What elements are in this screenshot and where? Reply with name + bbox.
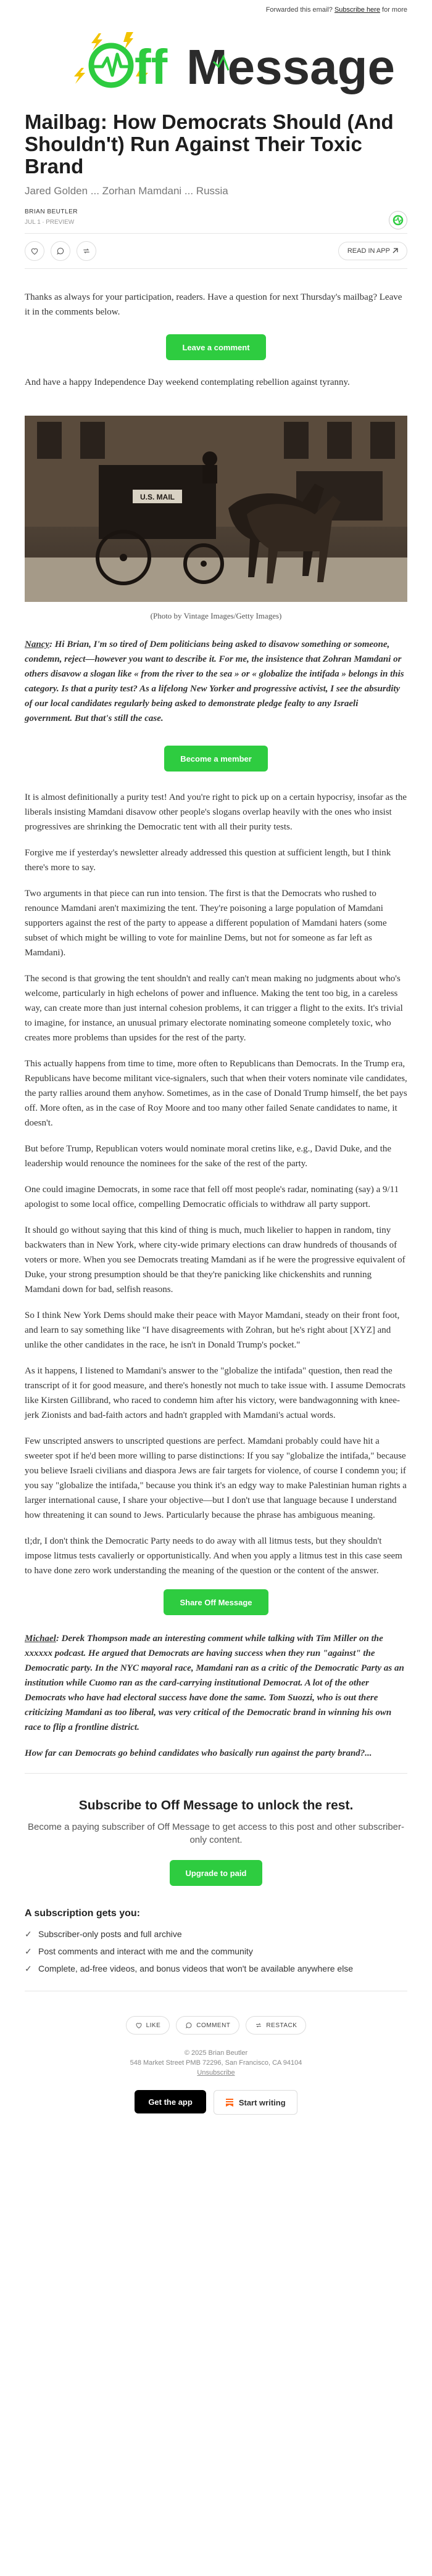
footer-actions <box>25 2016 407 2035</box>
answer-paragraph: One could imagine Democrats, in some race that fell off most people's radar, nominating (say) a 9/11 apologist to some local office, compelling Democratic officials to withdraw all party support. <box>25 1185 399 1209</box>
logo-text-message: Message <box>186 39 395 94</box>
logo-mini-icon <box>392 214 404 226</box>
comment-button[interactable] <box>51 241 70 261</box>
footer-info <box>25 2048 407 2078</box>
logo-text-ff: ff <box>135 39 168 94</box>
byline <box>25 208 407 233</box>
check-icon: ✓ <box>25 1964 32 1973</box>
post-action-bar <box>25 234 407 268</box>
preview-label: PREVIEW <box>46 219 75 226</box>
leave-comment-button[interactable]: Leave a comment <box>166 334 265 360</box>
footer-like-button[interactable]: LIKE <box>126 2016 170 2035</box>
author-name[interactable]: BRIAN BEUTLER <box>25 208 78 215</box>
benefits-list <box>25 1908 407 1975</box>
benefit-item: ✓ Post comments and interact with me and the community <box>25 1946 253 1956</box>
answer-paragraph: Few unscripted answers to unscripted questions are perfect. Mamdani probably could have hit a sweeter spot if he'd been more willing to parse distinctions: If you say "globalize the intifada," because you believe Israeli civilians and diaspora Jews are fair targets for violence, of course I condemn you; if you say "globalize the intifada," because you think it's an edgy way to make Palestinian human rights a larger international cause, I share your objective—but I don't use that language because I understand how threatening it can sound to Jews. Particularly because the phrase has ambiguous meaning. <box>25 1436 407 1520</box>
paywall-description: Become a paying subscriber of Off Message to get access to this post and other subscriber-only content. <box>27 1822 405 1845</box>
subscribe-link[interactable]: Subscribe here <box>334 6 380 14</box>
answer-paragraph: Two arguments in that piece can run into tension. The first is that the Democrats who rushed to renounce Mamdani aren't maximizing the tent. They're poisoning a large population of Mamdani supporters against the rest of the party to appease a different population of Mamdani haters (some subset of which might be willing to vote for mainline Dems, but not for someone as far left as Mamdani). <box>25 889 387 958</box>
answer-paragraph: Forgive me if yesterday's newsletter already addressed this question at sufficient length, but I think there's more to say. <box>25 848 391 873</box>
answer-paragraph: But before Trump, Republican voters would nominate moral cretins like, e.g., David Duke, and the leadership would renounce the nominees for the sake of the rest of the party. <box>25 1144 392 1169</box>
start-writing-button[interactable]: Start writing <box>214 2090 297 2115</box>
question-followup: How far can Democrats go behind candidates who basically run against the party brand?... <box>25 1748 372 1758</box>
restack-icon <box>82 247 91 255</box>
become-member-button[interactable]: Become a member <box>164 746 268 772</box>
logo-graphic <box>25 30 407 97</box>
heart-icon <box>30 247 39 255</box>
answer-paragraph: It is almost definitionally a purity test! And you're right to pick up on a certain hypocrisy, insofar as the liberals insisting Mamdani disavow other people's slogans overlap heavily with the ones who insist progressives are shrinking the Democratic tent with all their purity tests. <box>25 792 407 832</box>
photo-caption: (Photo by Vintage Images/Getty Images) <box>150 611 282 620</box>
post-meta: JUL 1 ∙ PREVIEW <box>25 219 75 226</box>
share-button[interactable]: Share Off Message <box>164 1589 268 1615</box>
post-subtitle: Jared Golden ... Zorhan Mamdani ... Russia <box>25 185 228 197</box>
unsubscribe-link[interactable]: Unsubscribe <box>197 2069 235 2076</box>
read-in-app-button[interactable]: READ IN APP <box>338 242 407 260</box>
asker-name: Nancy <box>25 640 49 649</box>
divider <box>25 1773 407 1774</box>
benefit-item: ✓ Complete, ad-free videos, and bonus videos that won't be available anywhere else <box>25 1964 354 1973</box>
copyright: © 2025 Brian Beutler <box>184 2049 248 2057</box>
answer-paragraph: So I think New York Dems should make their peace with Mayor Mamdani, steady on their front foot, and learn to say something like "I have disagreements with Zohran, but he's right about [XYZ] and unlike the other candidates in the race, he isn't in Donald Trump's pocket." <box>25 1311 400 1350</box>
external-link-icon <box>392 248 398 254</box>
answer-paragraph: tl;dr, I don't think the Democratic Party needs to do away with all litmus tests, but they shouldn't impose litmus tests cavalierly or opportunistically. And when you apply a litmus test in this case seem to have done zero work understanding the meaning of the question or the content of the answer. <box>25 1536 402 1576</box>
question-michael: Michael: Derek Thompson made an interesting comment while talking with Tim Miller on the xxxxxx podcast. He argued that Democrats are having success when they run "against" the Democratic party. In the NYC mayoral race, Mamdani ran as a critic of the Democratic Party as an institution while Cuomo ran as the card-carrying institutional Democrat. A lot of the other Democrats who have had electoral success have done the same. Tom Suozzi, who is out there criticizing Mamdani as too liberal, was very critical of the Democratic brand in winning his own race to flip a frontline district. <box>25 1634 404 1732</box>
check-icon: ✓ <box>25 1946 32 1956</box>
intro-paragraph: Thanks as always for your participation, readers. Have a question for next Thursday's mailbag? Leave it in the comments below. <box>25 292 402 317</box>
benefit-item: ✓ Subscriber-only posts and full archive <box>25 1929 182 1939</box>
comment-icon <box>56 247 65 255</box>
paywall-title: Subscribe to Off Message to unlock the rest. <box>78 1798 354 1813</box>
post-date: JUL 1 <box>25 219 41 226</box>
forward-notice: Forwarded this email? Subscribe here for more <box>265 6 407 14</box>
check-icon: ✓ <box>25 1929 32 1939</box>
address: 548 Market Street PMB 72296, San Francisco, CA 94104 <box>130 2059 302 2067</box>
get-app-button[interactable]: Get the app <box>135 2090 206 2113</box>
intro-paragraph-2: And have a happy Independence Day weekend contemplating rebellion against tyranny. <box>25 377 350 387</box>
answer-paragraph: It should go without saying that this kind of thing is much, much likelier to happen in random, tiny backwaters than in New York, where city-wide primary elections can draw hundreds of thousands of voters or more. When you see Democrats treating Mamdani as if he were the progressive equivalent of Duke, your strong presumption should be that they're panicking like chickenshits and running Mamdani down for bad, selfish reasons. <box>25 1225 405 1294</box>
off-message-logo <box>25 30 407 97</box>
asker-name: Michael <box>25 1634 56 1644</box>
answer-paragraph: The second is that growing the tent shouldn't and really can't mean making no judgments about who's welcome, particularly in high echelons of power and influence. Making the tent too big, in a careless way, can create more than just internal cohesion problems, it can trigger a flight to the exits. It's trivial to imagine, for instance, an unusual primary electorate nominating someone completely toxic, who creates more problems than upsides for the rest of the party. <box>25 974 403 1043</box>
paywall <box>25 1798 407 1886</box>
wagon-sign-text: U.S. MAIL <box>140 493 175 501</box>
upgrade-button[interactable]: Upgrade to paid <box>170 1860 263 1886</box>
heart-icon <box>135 2022 143 2029</box>
restack-button[interactable] <box>77 241 96 261</box>
comment-icon <box>185 2022 193 2029</box>
question-nancy: Nancy: Hi Brian, I'm so tired of Dem politicians being asked to disavow something or someone, condemn, reject—however you want to describe it. For me, the insistence that Zohran Mamdani or others disavow a slogan like « from the river to the sea » or « globalize the intifada » belongs in this category. Is that a purity test? As a lifelong New Yorker and progressive activist, I see the absurdity of our local candidates regularly being asked to demonstrate pledge fealty to any Israeli government. But that's still the case. <box>25 640 404 723</box>
restack-icon <box>255 2022 262 2029</box>
like-button[interactable] <box>25 241 44 261</box>
publication-avatar[interactable] <box>389 211 407 229</box>
answer-paragraph: As it happens, I listened to Mamdani's answer to the "globalize the intifada" question, then read the transcript of it for good measure, and there's honestly not much to take issue with. I assume Democrats like Kirsten Gillibrand, who raced to condemn him after his victory, were bandwagonning with knee-jerk Zionists and bad-faith actors and hadn't grappled with Mamdani's actual words. <box>25 1366 406 1420</box>
footer-comment-button[interactable]: COMMENT <box>176 2016 239 2035</box>
mail-wagon-photo <box>25 416 407 602</box>
footer-app-buttons <box>25 2090 407 2115</box>
footer-restack-button[interactable]: RESTACK <box>246 2016 306 2035</box>
answer-paragraph: This actually happens from time to time, more often to Republicans than Democrats. In the Trump era, Republicans have become militant vice-signalers, such that when their voters nominate vile candidates, the party rallies around them anyhow. Sometimes, as in the case of Donald Trump himself, the bet pays off. More often, as in the case of Roy Moore and too many other failed Senate candidates to name, it doesn't. <box>25 1059 407 1128</box>
benefits-title: A subscription gets you: <box>25 1908 140 1919</box>
post-title: Mailbag: How Democrats Should (And Shouldn't) Run Against Their Toxic Brand <box>25 110 394 178</box>
substack-icon <box>225 2098 234 2107</box>
